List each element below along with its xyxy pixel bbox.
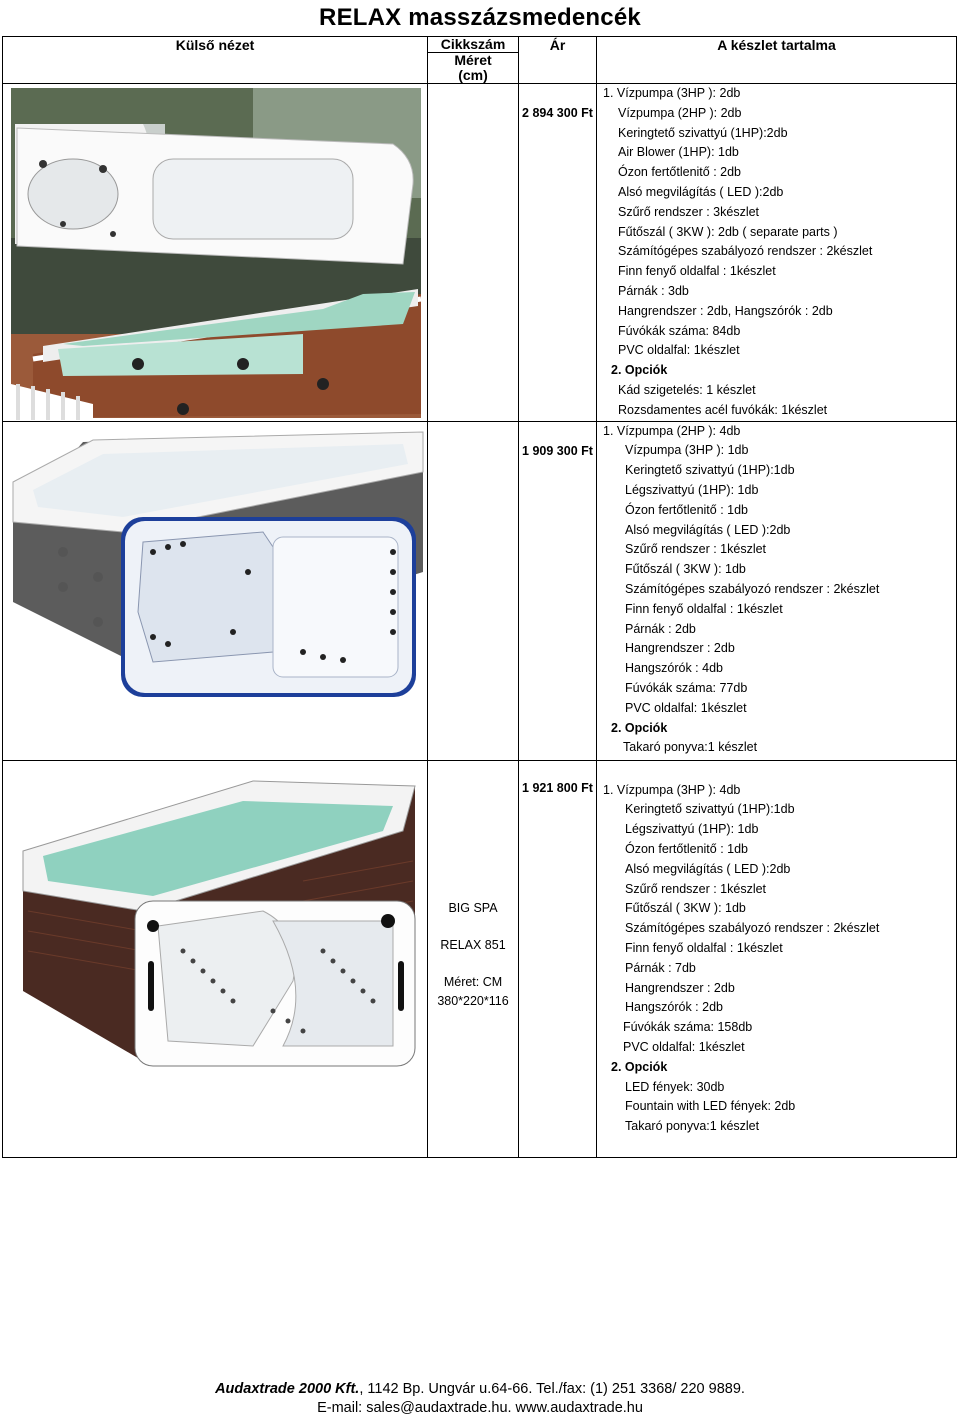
code-cell-3 (428, 760, 519, 1157)
list-item: Szűrő rendszer : 3készlet (618, 204, 760, 219)
list-item: Keringtető szivattyú (1HP):2db (618, 125, 788, 140)
spec-size-value: 380*220*116 (437, 993, 509, 1008)
price-3: 1 921 800 Ft (522, 780, 593, 795)
swim-spa-photo (3, 84, 428, 420)
list-item: Keringtető szivattyú (1HP):1db (625, 463, 795, 478)
product-image-1 (3, 84, 428, 422)
list-item: 1. Vízpumpa (2HP ): 4db (603, 423, 741, 438)
list-item: Számítógépes szabályozó rendszer : 2készlet (625, 921, 880, 936)
table-header-row (3, 37, 957, 84)
code-cell-1 (428, 84, 519, 422)
price-2: 1 909 300 Ft (522, 443, 593, 458)
options-label: 2. Opciók (611, 1059, 668, 1074)
list-item: Fűtőszál ( 3KW ): 1db (625, 562, 746, 577)
company-name: Audaxtrade 2000 Kft. (215, 1381, 360, 1397)
table-row (3, 421, 957, 760)
list-item: Finn fenyő oldalfal : 1készlet (618, 264, 776, 279)
list-item: Finn fenyő oldalfal : 1készlet (625, 940, 783, 955)
spec-size-label: Méret: CM (443, 974, 503, 989)
header-price: Ár (519, 37, 597, 84)
list-item: Ózon fertőtlenitő : 2db (618, 165, 741, 180)
table-row (3, 760, 957, 1157)
list-item: Kád szigetelés: 1 készlet (618, 382, 756, 397)
options-label: 2. Opciók (611, 720, 668, 735)
list-item: Takaró ponyva:1 készlet (625, 1119, 760, 1134)
spa-photo-2 (3, 422, 428, 760)
list-item: Fúvókák száma: 158db (623, 1020, 753, 1035)
product-table (2, 36, 957, 1158)
price-cell-1 (519, 84, 597, 422)
company-address: , 1142 Bp. Ungvár u.64-66. Tel./fax: (1) 251 3368/ 220 9889. (359, 1381, 745, 1397)
list-item: Hangrendszer : 2db (625, 980, 735, 995)
list-item: Légszivattyú (1HP): 1db (625, 482, 759, 497)
list-item: Hangszórók : 4db (625, 661, 723, 676)
code-cell-2 (428, 421, 519, 760)
list-item: 1. Vízpumpa (3HP ): 2db (603, 86, 741, 100)
page-title: RELAX masszázsmedencék (319, 4, 641, 31)
list-item: Fúvókák száma: 84db (618, 323, 741, 338)
list-item: Párnák : 3db (618, 283, 689, 298)
list-item: Légszivattyú (1HP): 1db (625, 822, 759, 837)
header-code (428, 37, 519, 84)
header-view: Külső nézet (3, 37, 428, 84)
list-item: Alsó megvilágítás ( LED ):2db (625, 861, 791, 876)
list-item: Takaró ponyva:1 készlet (623, 740, 758, 755)
list-item: PVC oldalfal: 1készlet (618, 343, 740, 358)
footer-address-line (0, 1380, 960, 1399)
list-item: Air Blower (1HP): 1db (618, 145, 739, 160)
spec-code-line: RELAX 851 (440, 937, 506, 952)
list-item: Fúvókák száma: 77db (625, 680, 748, 695)
header-contents: A készlet tartalma (597, 37, 957, 84)
list-item: Fűtőszál ( 3KW ): 2db ( separate parts ) (618, 224, 838, 239)
list-item: 1. Vízpumpa (3HP ): 4db (603, 782, 741, 797)
list-item: Fountain with LED fények: 2db (625, 1099, 796, 1114)
list-item: Szűrő rendszer : 1készlet (625, 542, 767, 557)
list-item: Hangszórók : 2db (625, 1000, 723, 1015)
list-item: Szűrő rendszer : 1készlet (625, 881, 767, 896)
footer-email-line: E-mail: sales@audaxtrade.hu. www.audaxtrade.hu (317, 1400, 643, 1416)
list-item: Ózon fertőtlenitő : 1db (625, 841, 748, 856)
list-item: Vízpumpa (3HP ): 1db (625, 443, 749, 458)
footer (0, 1380, 960, 1418)
header-code-label: Cikkszám (440, 36, 506, 52)
list-item: Hangrendszer : 2db, Hangszórók : 2db (618, 303, 833, 318)
list-item: Finn fenyő oldalfal : 1készlet (625, 601, 783, 616)
list-item: Hangrendszer : 2db (625, 641, 735, 656)
price-cell-3 (519, 760, 597, 1157)
list-item: Alsó megvilágítás ( LED ):2db (618, 184, 784, 199)
product-image-3 (3, 760, 428, 1157)
spec-model-line: BIG SPA (448, 900, 498, 915)
list-item: Alsó megvilágítás ( LED ):2db (625, 522, 791, 537)
contents-list-3 (597, 781, 956, 1137)
contents-list-2 (597, 422, 956, 759)
contents-cell-1 (597, 84, 957, 422)
list-item: Számítógépes szabályozó rendszer : 2készlet (625, 581, 880, 596)
price-cell-2 (519, 421, 597, 760)
contents-cell-3 (597, 760, 957, 1157)
spec-block (428, 899, 518, 1011)
table-row (3, 84, 957, 422)
product-image-2 (3, 421, 428, 760)
list-item: Párnák : 7db (625, 960, 696, 975)
price-1: 2 894 300 Ft (522, 106, 593, 120)
list-item: Rozsdamentes acél fuvókák: 1készlet (618, 402, 828, 417)
list-item: PVC oldalfal: 1készlet (623, 1039, 745, 1054)
contents-list-1 (597, 84, 956, 421)
contents-cell-2 (597, 421, 957, 760)
list-item: Számítógépes szabályozó rendszer : 2készlet (618, 244, 873, 259)
big-spa-photo (3, 761, 428, 1157)
list-item: Ózon fertőtlenitő : 1db (625, 502, 748, 517)
list-item: Vízpumpa (2HP ): 2db (618, 105, 742, 120)
list-item: Párnák : 2db (625, 621, 696, 636)
list-item: Fűtőszál ( 3KW ): 1db (625, 901, 746, 916)
list-item: Keringtető szivattyú (1HP):1db (625, 802, 795, 817)
list-item: PVC oldalfal: 1készlet (625, 700, 747, 715)
header-size-label: Méret (cm) (428, 52, 518, 83)
list-item: LED fények: 30db (625, 1079, 725, 1094)
options-label: 2. Opciók (611, 363, 668, 378)
